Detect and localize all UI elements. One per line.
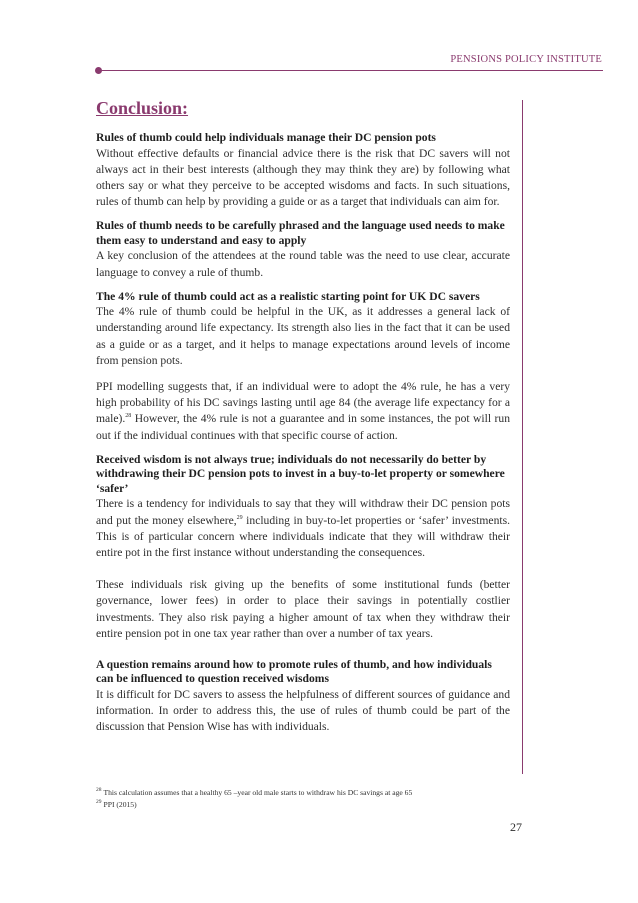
footnote-text: PPI (2015) bbox=[103, 800, 137, 809]
section-paragraph bbox=[96, 379, 510, 444]
paragraph-text: including in buy-to-let properties or ‘safer’ investments. This is of particular concern where individuals indicate that they will withdraw their entire pot in the first instance without understanding the consequences. bbox=[96, 513, 510, 559]
section-four-percent-rule bbox=[96, 290, 510, 444]
section-heading: The 4% rule of thumb could act as a realistic starting point for UK DC savers bbox=[96, 289, 480, 303]
footnote-reference: 29 bbox=[236, 514, 243, 521]
side-rule bbox=[522, 100, 523, 774]
header-org-name: PENSIONS POLICY INSTITUTE bbox=[450, 54, 602, 65]
section-paragraph: These individuals risk giving up the benefits of some institutional funds (better governance, lower fees) in order to place their savings in potentially costlier investments. They also risk paying a higher amount of tax when they withdraw their entire pension pot in one tax year rather than over a number of tax years. bbox=[96, 578, 510, 640]
section-promote-rules bbox=[96, 658, 510, 736]
footnote bbox=[96, 787, 516, 799]
section-heading: A question remains around how to promote rules of thumb, and how individuals can be influenced to question received wisdoms bbox=[96, 657, 492, 686]
section-received-wisdom bbox=[96, 453, 510, 642]
header-rule bbox=[98, 70, 603, 71]
section-paragraph bbox=[96, 496, 510, 561]
section-rules-of-thumb-help bbox=[96, 131, 510, 210]
section-paragraph: It is difficult for DC savers to assess the helpfulness of different sources of guidance and information. In order to address this, the use of rules of thumb could be part of the discussion that Pension Wise has with individuals. bbox=[96, 687, 510, 734]
footnote-number: 29 bbox=[96, 799, 102, 806]
footnote-number: 28 bbox=[96, 787, 102, 794]
header-dot bbox=[95, 67, 102, 74]
footnote-text: This calculation assumes that a healthy 65 –year old male starts to withdraw his DC savings at age 65 bbox=[103, 788, 413, 797]
footnotes bbox=[96, 787, 516, 811]
section-heading: Rules of thumb needs to be carefully phrased and the language used needs to make them easy to understand and easy to apply bbox=[96, 219, 505, 247]
section-paragraph: Without effective defaults or financial advice there is the risk that DC savers will not always act in their best interests (although they may think they are) by following what others say or what they perceive to be accepted wisdoms and facts. In such situations, rules of thumb can help by providing a guide or as a target that individuals can aim for. bbox=[96, 146, 510, 209]
section-paragraph: The 4% rule of thumb could be helpful in the UK, as it addresses a general lack of understanding around life expectancy. Its strength also lies in the fact that it can be used as a guide or as a target, and it helps to manage expectations around levels of income from pension pots. bbox=[96, 305, 510, 367]
paragraph-text: There is a tendency for individuals to say that they will withdraw their DC pension pots and put the money elsewhere, bbox=[96, 497, 510, 527]
section-heading: Received wisdom is not always true; individuals do not necessarily do better by withdrawing their DC pension pots to invest in a buy-to-let property or somewhere ‘safer’ bbox=[96, 452, 505, 495]
page-title: Conclusion: bbox=[96, 98, 189, 118]
page-number: 27 bbox=[510, 820, 522, 834]
section-heading: Rules of thumb could help individuals manage their DC pension pots bbox=[96, 131, 436, 144]
main-content bbox=[96, 98, 510, 745]
footnote bbox=[96, 799, 516, 811]
section-careful-phrasing bbox=[96, 219, 510, 280]
paragraph-text: However, the 4% rule is not a guarantee and in some instances, the pot will run out if the individual continues with that specific course of action. bbox=[96, 412, 510, 442]
footnote-reference: 28 bbox=[125, 413, 132, 420]
section-paragraph: A key conclusion of the attendees at the round table was the need to use clear, accurate language to convey a rule of thumb. bbox=[96, 249, 510, 279]
paragraph-text: PPI modelling suggests that, if an individual were to adopt the 4% rule, he has a very high probability of his DC savings lasting until age 84 (the average life expectancy for a male). bbox=[96, 380, 510, 426]
